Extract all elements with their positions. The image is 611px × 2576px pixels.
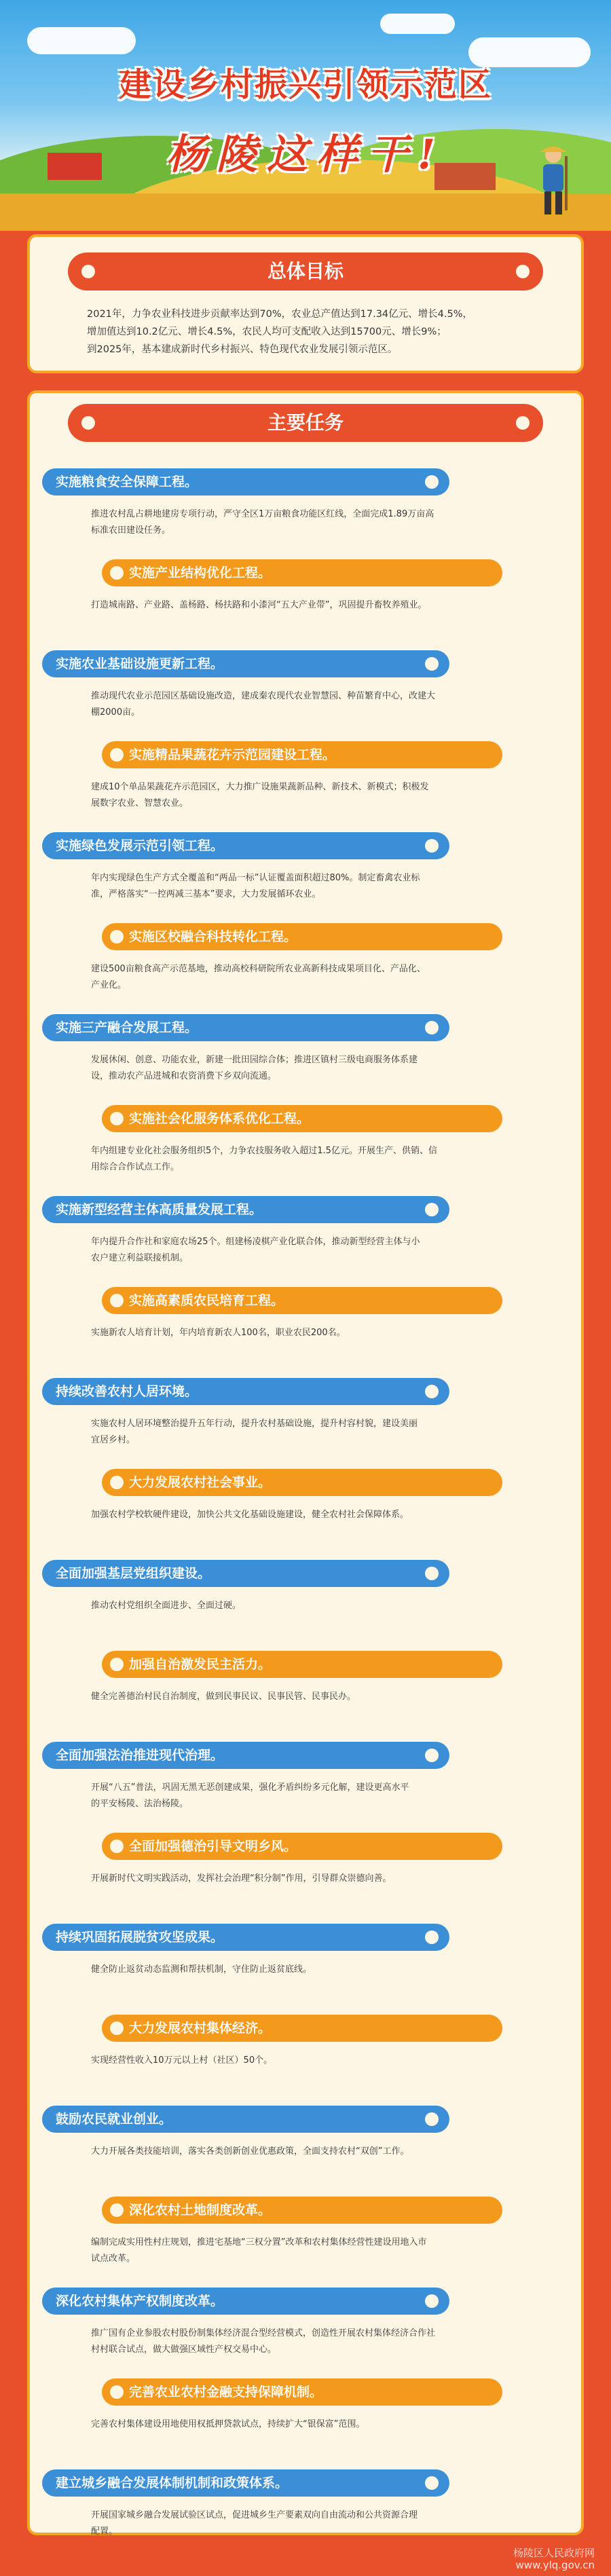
task-description-line: 建成10个单品果蔬花卉示范园区，大力推广设施果蔬新品种、新技术、新模式；积极发 [91,782,429,792]
task-heading-label: 实施农业基础设施更新工程。 [56,656,224,671]
task-description-line: 开展国家城乡融合发展试验区试点，促进城乡生产要素双向自由流动和公共资源合理 [91,2510,418,2520]
task-description-line: 发展休闲、创意、功能农业，新建一批田园综合体；推进区镇村三级电商服务体系建 [91,1055,418,1065]
task-heading [42,650,449,677]
task-description [91,688,516,721]
header-banner [0,0,611,231]
task-description-line: 展数字农业、智慧农业。 [91,798,189,808]
bullet-dot-icon [425,1749,439,1762]
bullet-dot-icon [425,1203,439,1216]
bullet-dot-icon [110,2021,124,2035]
task-description [91,1052,516,1085]
task-description-line: 年内实现绿色生产方式全覆盖和“两品一标”认证覆盖面积超过80%。制定畜禽农业标 [91,873,420,883]
cloud [27,27,136,54]
bullet-dot-icon [425,1930,439,1944]
task-description-line: 推进农村乱占耕地建房专项行动，严守全区1万亩粮食功能区红线，全面完成1.89万亩高 [91,509,434,519]
task-heading-label: 完善农业农村金融支持保障机制。 [129,2385,323,2400]
task-heading-label: 实施产业结构优化工程。 [129,565,272,580]
task-heading-label: 全面加强基层党组织建设。 [56,1566,211,1581]
task-description-line: 产业化。 [91,980,127,990]
task-description-line: 配置。 [91,2526,118,2537]
bullet-dot-icon [110,1294,124,1307]
task-heading [42,1560,449,1587]
task-description-line: 健全完善德治村民自治制度，做到民事民议、民事民管、民事民办。 [91,1692,356,1702]
task-description-line: 建设500亩粮食高产示范基地，推动高校科研院所农业高新科技成果项目化、产品化、 [91,964,426,974]
task-description-line: 加强农村学校软硬件建设，加快公共文化基础设施建设，健全农村社会保障体系。 [91,1510,409,1520]
bullet-dot-icon [425,1385,439,1398]
task-description [91,2235,516,2267]
tasks-title: 主要任务 [68,404,543,442]
task-description [91,2416,516,2433]
task-heading [42,2106,449,2133]
task-heading [102,2378,502,2406]
task-heading-label: 实施社会化服务体系优化工程。 [129,1111,310,1126]
task-description-line: 宜居乡村。 [91,1435,136,1445]
banner-title: 建设乡村振兴引领示范区 [118,66,492,104]
goals-line: 到2025年，基本建成新时代乡村振兴、特色现代农业发展引领示范区。 [87,344,398,355]
task-description-line: 农户建立利益联接机制。 [91,1253,189,1263]
bullet-dot-icon [110,2385,124,2399]
task-description-line: 年内组建专业化社会服务组织5个，力争农技服务收入超过1.5亿元。开展生产、供销、信 [91,1146,437,1156]
task-description-line: 棚2000亩。 [91,707,141,717]
task-description [91,2326,516,2358]
task-description [91,1416,516,1449]
goals-text [87,305,521,358]
task-description [91,870,516,903]
task-heading [102,1469,502,1496]
bullet-dot-icon [110,566,124,580]
task-description-line: 开展新时代文明实践活动，发挥社会治理“积分制”作用，引导群众崇德向善。 [91,1873,392,1884]
task-description-line: 开展“八五”普法，巩固无黑无恶创建成果，强化矛盾纠纷多元化解，建设更高水平 [91,1782,409,1793]
bullet-dot-icon [110,1112,124,1125]
task-description-line: 实施新农人培育计划，年内培育新农人100名，职业农民200名。 [91,1328,346,1338]
task-heading [102,1651,502,1678]
cloud [380,14,455,34]
task-description-line: 大力开展各类技能培训，落实各类创新创业优惠政策，全面支持农村“双创”工作。 [91,2146,409,2157]
task-description [91,2144,516,2160]
task-description-line: 年内提升合作社和家庭农场25个。组建杨凌棋产业化联合体，推动新型经营主体与小 [91,1237,420,1247]
task-description-line: 设，推动农产品进城和农资消费下乡双向流通。 [91,1071,277,1081]
task-heading [42,2288,449,2315]
task-heading [102,2197,502,2224]
bullet-dot-icon [110,1476,124,1489]
task-heading [42,468,449,496]
goals-line: 增加值达到10.2亿元、增长4.5%，农民人均可支配收入达到15700元、增长9%； [87,326,447,337]
task-description-line: 完善农村集体建设用地使用权抵押贷款试点，持续扩大“银保富”范围。 [91,2419,365,2429]
task-heading [42,832,449,859]
task-heading [42,1742,449,1769]
task-heading [102,923,502,950]
task-description [91,2053,516,2069]
task-description-line: 推广国有企业参股农村股份制集体经济混合型经营模式，创造性开展农村集体经济合作社 [91,2328,436,2338]
task-description [91,2507,516,2540]
task-description [91,779,516,812]
task-heading-label: 大力发展农村社会事业。 [129,1475,272,1490]
task-heading-label: 大力发展农村集体经济。 [129,2021,272,2036]
task-description [91,1143,516,1176]
watermark-site-name: 杨陵区人民政府网 [513,2547,595,2559]
task-description-line: 健全防止返贫动态监测和帮扶机制，守住防止返贫底线。 [91,1964,312,1975]
task-heading [102,1287,502,1314]
bullet-dot-icon [110,2203,124,2217]
watermark [513,2547,595,2571]
task-heading [102,559,502,586]
task-heading-label: 持续改善农村人居环境。 [56,1384,198,1399]
task-description-line: 的平安杨陵、法治杨陵。 [91,1799,189,1809]
task-heading [102,741,502,768]
task-heading [42,1924,449,1951]
task-heading [102,1105,502,1132]
task-description-line: 打造城南路、产业路、盖杨路、杨扶路和小漆河“五大产业带”，巩固提升畜牧养殖业。 [91,600,427,610]
task-heading-label: 实施绿色发展示范引领工程。 [56,838,224,853]
task-description-line: 实施农村人居环境整治提升五年行动，提升农村基础设施，提升村容村貌，建设美丽 [91,1419,418,1429]
task-heading-label: 实施新型经营主体高质量发展工程。 [56,1202,263,1217]
task-heading-label: 实施区校融合科技转化工程。 [129,929,297,944]
bullet-dot-icon [425,475,439,489]
task-heading [102,1833,502,1860]
task-description [91,1780,516,1812]
farmland [0,193,611,231]
task-heading-label: 鼓励农民就业创业。 [56,2112,172,2127]
task-heading-label: 持续巩固拓展脱贫攻坚成果。 [56,1930,224,1945]
task-description-line: 推动现代农业示范园区基础设施改造，建成秦农现代农业智慧园、种苗繁育中心，改建大 [91,691,436,701]
task-description-line: 实现经营性收入10万元以上村（社区）50个。 [91,2055,273,2066]
bullet-dot-icon [425,2476,439,2490]
task-description [91,506,516,539]
task-description-line: 村村联合试点，做大做强区域性产权交易中心。 [91,2345,277,2355]
task-description-line: 试点改革。 [91,2254,136,2264]
task-description [91,1962,516,1978]
bullet-dot-icon [425,2294,439,2308]
task-description [91,597,516,614]
task-heading [42,1378,449,1405]
task-description-line: 用综合合作试点工作。 [91,1162,180,1172]
task-heading-label: 实施高素质农民培育工程。 [129,1293,284,1308]
task-heading-label: 建立城乡融合发展体制机制和政策体系。 [56,2476,289,2490]
task-description-line: 推动农村党组织全面进步、全面过硬。 [91,1601,242,1611]
task-heading [42,1196,449,1223]
banner-subtitle: 杨陵这样干! [166,131,445,179]
bullet-dot-icon [110,1840,124,1853]
bullet-dot-icon [425,839,439,853]
task-description-line: 准，严格落实“一控两减三基本”要求，大力发展循环农业。 [91,889,321,899]
task-heading [42,2469,449,2497]
task-heading-label: 实施三产融合发展工程。 [56,1020,198,1035]
task-heading [102,2015,502,2042]
goals-line: 2021年，力争农业科技进步贡献率达到70%，农业总产值达到17.34亿元、增长4.5%， [87,309,473,320]
task-description [91,1871,516,1887]
task-description [91,1507,516,1523]
goals-title: 总体目标 [68,253,543,291]
task-heading-label: 全面加强法治推进现代治理。 [56,1748,224,1763]
task-description-line: 编制完成实用性村庄规划，推进宅基地“三权分置”改革和农村集体经营性建设用地入市 [91,2237,427,2247]
task-description [91,961,516,994]
task-heading-label: 实施精品果蔬花卉示范园建设工程。 [129,747,336,762]
task-description [91,1234,516,1267]
bullet-dot-icon [425,1021,439,1034]
task-description-line: 标准农田建设任务。 [91,525,171,536]
watermark-url: www.ylq.gov.cn [515,2559,595,2571]
task-heading [42,1014,449,1041]
bullet-dot-icon [110,930,124,944]
task-heading-label: 实施粮食安全保障工程。 [56,474,198,489]
task-heading-label: 加强自治激发民主活力。 [129,1657,272,1672]
task-description [91,1325,516,1341]
task-heading-label: 深化农村集体产权制度改革。 [56,2294,224,2309]
bullet-dot-icon [110,748,124,762]
bullet-dot-icon [110,1658,124,1671]
bullet-dot-icon [425,2112,439,2126]
bullet-dot-icon [425,1567,439,1580]
task-description [91,1689,516,1705]
bullet-dot-icon [425,657,439,671]
task-heading-label: 全面加强德治引导文明乡风。 [129,1839,297,1854]
task-description [91,1598,516,1614]
task-heading-label: 深化农村土地制度改革。 [129,2203,272,2218]
